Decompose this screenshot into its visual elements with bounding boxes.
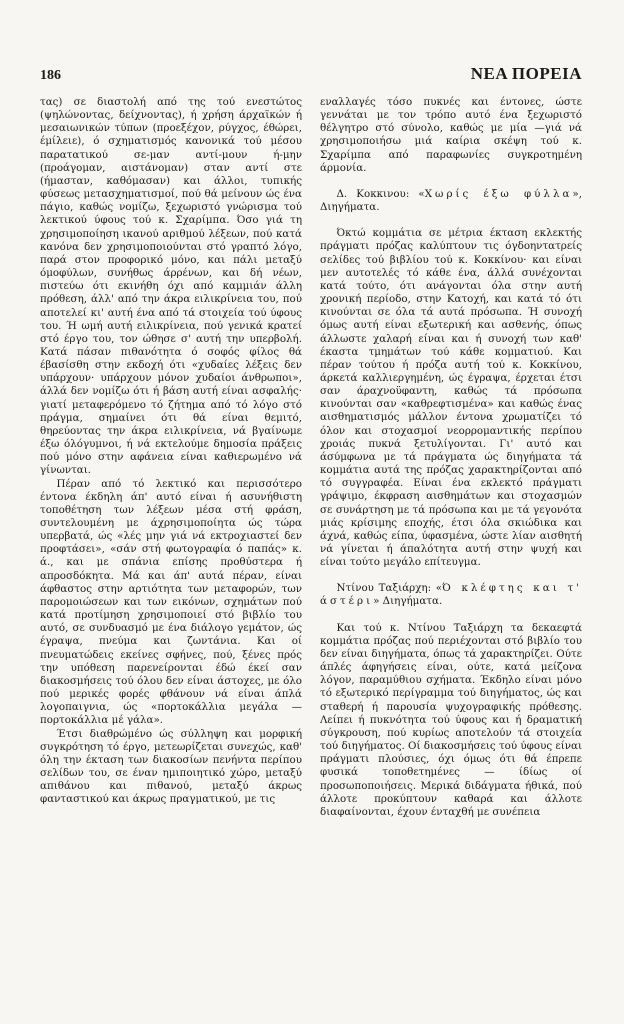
review-genre: » Διηγήματα. [373,595,443,608]
page-number: 186 [40,68,61,83]
review-author: Ντίνου Ταξιάρχη: « [336,582,443,595]
review-heading [320,582,582,608]
page-header [40,64,582,86]
left-column [40,96,302,1002]
paragraph: Πέραν από τό λεκτικό και περισσότερο έντονα έκδηλη άπ' αυτό είναι ή ασυνήθιστη τοποθέτηση των λέξεων μέσα στή φράση, συντελουμένη με άχρησιμοποίητα ώς τώρα υπερβατά, ώς «λές μην γιά νά εκτροχιαστεί δεν προφτάσει», «σάν στή φωτογραφία ό παπάς» κ. ά., και με σπάνια επίσης προθύστερα ή απροσδόκητα. Μά και άπ' αυτά πέραν, είναι άφθαστος στην αρτιότητα των μεταφορών, των παρομοιώσεων και των εικόνων, σχημάτων πού κατά προτίμηση χρησιμοποιεί στό βιβλίο του αυτό, σε συνδυασμό με ένα διάλογο γεμάτον, ώς έγραψα, πνεύμα και ζωντάνια. Και οί πνευματώδεις εκείνες σφήνες, πού, ξένες πρός την υπόθεση παρενείρονται έδώ έκεί σαν διακοσμήσεις τού όλου δεν είναι άστοχες, με όλο πού μερικές φορές φθάνουν νά είναι άπλά λογοπαιγνια, ώς «πορτοκάλλια μεγάλα — πορτοκάλλια μέ γάλα». [40,477,302,727]
paragraph: Όκτώ κομμάτια σε μέτρια έκταση εκλεκτής πράγματι πρόζας καλύπτουν τις όγδοηντατρείς σελίδες τού βιβλίου τού κ. Κοκκίνου· και είναι μεν αυτοτελές τό κάθε ένα, άλλά συνέχονται κατά τούτο, ότι ανάγονται όλα στην αυτή χρονική περίοδο, στην Κατοχή, και κατά τό ότι κινούνται σε όλα τά αυτά πρόσωπα. Ή συνοχή όμως αυτή είναι εξωτερική και ασθενής, όπως άλλωστε χαλαρή είναι και ή συνοχή των καθ' έκαστα τμημάτων τού κάθε κομματιού. Και πέραν τούτου ή πρόζα αυτή τού κ. Κοκκίνου, άρκετά καλλιεργημένη, ώς έγραψα, έρχεται έτσι σαν άραχνοϋφαντη, καθώς τά πρόσωπα κινούνται σαν «καθρεφτισμένα» και καθώς ένας αισθηματισμός μάλλον έντονα χρωματίζει τό όλον και στοχασμοί νεορρομαντικής περίπου χροιάς πυκνά ξετυλίγονται. Γι' αυτό και άσύμφωνα με τά πράγματα ώς διηγήματα τά κομμάτια αυτά της πρόζας χαρακτηρίζονται από τό συγγραφέα. Είναι ένα εκλεκτό πράγματι γράψιμο, έκφραση αισθημάτων και στοχασμών σε συνάρτηση με τά πρόσωπα και με τά γεγονότα μιάς κρίσιμης εποχής, έτσι όλα σκιώδικα και άχνά, καθώς είπα, ύφασμένα, ώστε λίαν αισθητή νά γίνεται ή άπαλότητα αυτή στην ψυχή και είναι τούτο μεγάλο επίτευγμα. [320,227,582,569]
paragraph: εναλλαγές τόσο πυκνές και έντονες, ώστε γεννάται με τον τρόπο αυτό ένα ξεχωριστό θέλγητρο στό σύνολο, καθώς με μία —γιά νά χρησιμοποιήσω μιά καίρια σκέψη τού κ. Σχαρίμπα από παραφωνίες συγκροτημένη άρμονία. [320,96,582,174]
running-title: ΝΕΑ ΠΟΡΕΙΑ [470,64,582,83]
review-genre: », Διηγήματα. [320,187,582,214]
review-book-title: Χωρίς έξω φύλλα [424,187,573,200]
text-columns [40,96,582,1002]
paragraph: Έτσι διαθρώμένο ώς σύλληψη και μορφική συγκρότηση τό έργο, μετεωρίζεται συνεχώς, καθ' όλη την έκταση των διακοσίων πενήντα περίπου σελίδων του, σε έναν ημιποιητικό χώρο, μεταξύ απιθάνου και πιθανού, μεταξύ άκρως φανταστικού και άκρως πραγματικού, με τις [40,727,302,806]
right-column [320,96,582,1002]
review-author: Δ. Κοκκινου: « [336,187,425,200]
review-heading [320,188,582,214]
paragraph: Και τού κ. Ντίνου Ταξιάρχη τα δεκαεφτά κομμάτια πρόζας πού περιέχονται στό βιβλίο του δεν είναι διηγήματα, όπως τά χαρακτηρίζει. Ούτε άπλές άφηγήσεις είναι, ούτε, κατά μείζονα λόγον, παραμύθιου σχήματα. Έκδηλο είναι μόνο τό εξωτερικό περίγραμμα τού διηγήματος, ώς και σταθερή ή παρουσία ψυχογραφικής πρόθεσης. Λείπει ή πυκνότητα τού ύφους και ή δραματική σύγκρουση, πού κυρίως αποτελούν τά στοιχεία τού διηγήματος. Οί διακοσμήσεις τού ύφους είναι πράγματι πλούσιες, όχι όμως ότι θά έπρεπε φυσικά τοποθετημένες — ίδίως οί προσωποποιήσεις. Μερικά διδάγματα ήθικά, πού άλλοτε προκύπτουν καθαρά και άλλοτε διαφαίνονται, έχουν ένταχθή με συνέπεια [320,621,582,818]
paragraph: τας) σε διαστολή από της τού ενεστώτος (ψηλώνοντας, δείχνοντας), ή χρήση άρχαϊκών ή μεσαιωνικών τύπων (προεξέχον, ρύγχος, έθώρει, έμίλειε), ό σχηματισμός κανονικά τού μέσου παρατατικού σε-μαν αντί-μουν ή-μην (προάγομαν, αιστάνομαν) σταν αντί στε (ήμασταν, καθόμασαν) και άλλοι, τυπικής φύσεως μετασχηματισμοί, πού θά μείνουν ώς ένα πάγιο, καθώς νομίζω, ξεχωριστό γνώρισμα τού λεκτικού ύφους τού κ. Σχαρίμπα. Όσο γιά τη χρησιμοποίηση ικανού αριθμού λέξεων, πού κατά κανόνα δεν χρησιμοποιούνται στό γραπτό λόγο, παρά στον προφορικό μόνο, και πάλι μεταξύ όμοφύλων, συνήθως άρρένων, και δή νέων, πιστεύω ότι εκινήθη όχι από καμμιάν άλλη πρόθεση, άλλ' από την άκρα ειλικρίνεια του, πού αποτελεί κι' αυτή ένα από τά στοιχεία τού ύφους του. Ή ωμή αυτή ειλικρίνεια, πού γενικά κρατεί στό έργο του, τον ώθησε σ' αυτή την υπερβολή. Κατά πάσαν πιθανότητα ό σοφός φίλος θά έβασίσθη στην εκδοχή ότι «χυδαίες λέξεις δεν υπάρχουν· υπάρχουν μόνον χυδαίοι άνθρωποι», άλλά δεν νομίζω ότι ή βάση αυτή είναι ασφαλής· γιατί μεταφερόμενο τό ζήτημα από τό λόγο στό πράγμα, σημαίνει ότι θά είναι θεμιτό, θηρεύοντας την άκρα ειλικρίνεια, νά βγαίνωμε έξω όλόγυμνοι, ή νά εκτελούμε δημοσία πράξεις πού μόνο στην αφάνεια είναι καθιερωμένο νά γίνωνται. [40,96,302,477]
review-book-title: Ό κλέφτης και τ' άστέρι [320,582,582,608]
